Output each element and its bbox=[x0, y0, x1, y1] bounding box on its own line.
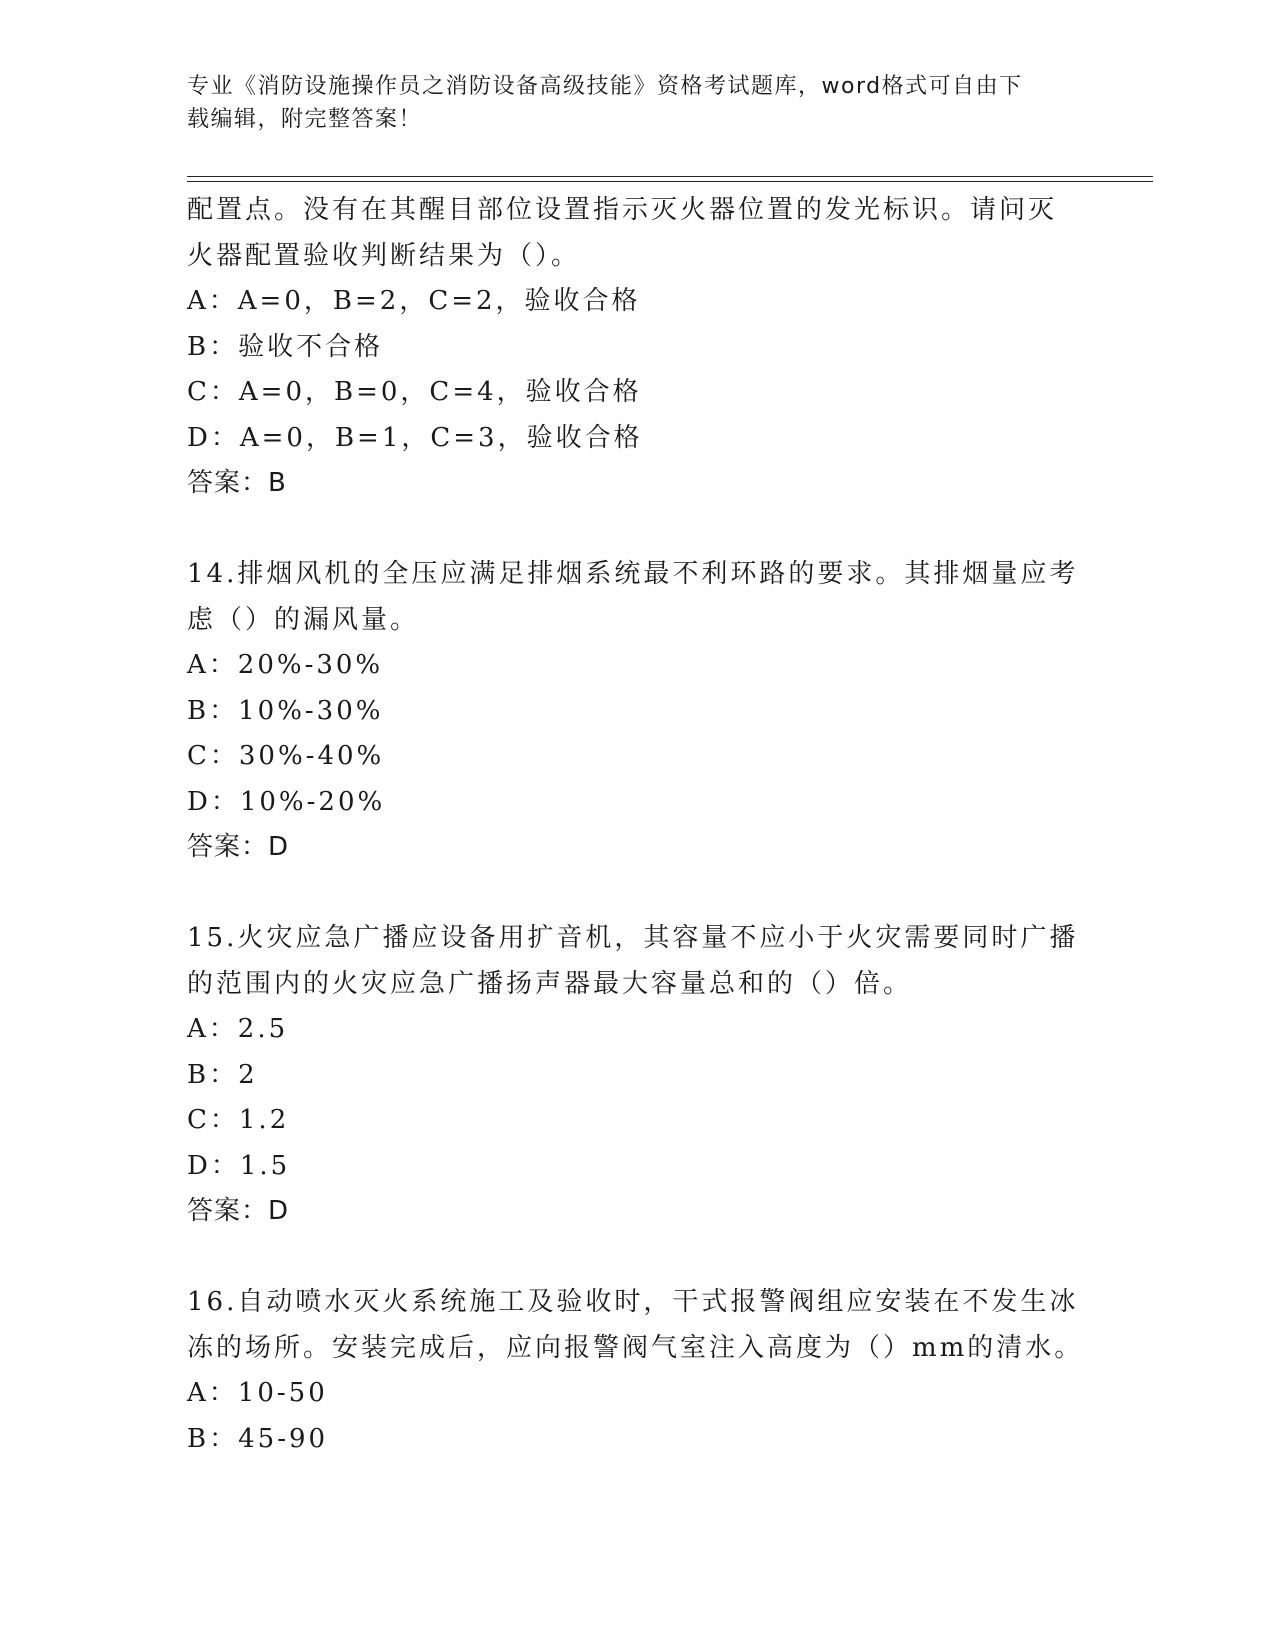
answer-line: 答案：B bbox=[187, 468, 287, 498]
question-block bbox=[187, 552, 1087, 871]
question-list bbox=[187, 188, 1087, 1462]
spacer bbox=[187, 871, 1087, 917]
option-b: B：验收不合格 bbox=[187, 331, 384, 362]
option-d: D：1.5 bbox=[187, 1150, 291, 1181]
header-rule-top bbox=[187, 176, 1153, 177]
question-stem-line: 冻的场所。安装完成后，应向报警阀气室注入高度为（）mm的清水。 bbox=[187, 1332, 1084, 1363]
option-b: B：2 bbox=[187, 1059, 258, 1090]
option-b: B：45-90 bbox=[187, 1423, 329, 1454]
option-a: A：20%-30% bbox=[187, 650, 384, 680]
answer-line: 答案：D bbox=[187, 1196, 290, 1226]
question-block bbox=[187, 1280, 1087, 1462]
question-stem-line: 配置点。没有在其醒目部位设置指示灭火器位置的发光标识。请问灭 bbox=[187, 195, 1058, 225]
question-stem-line: 的范围内的火灾应急广播扬声器最大容量总和的（）倍。 bbox=[187, 968, 913, 999]
option-b: B：10%-30% bbox=[187, 695, 384, 726]
question-block bbox=[187, 916, 1087, 1235]
question-stem-line: 15.火灾应急广播应设备用扩音机，其容量不应小于火灾需要同时广播 bbox=[187, 923, 1079, 953]
spacer bbox=[187, 1235, 1087, 1281]
option-c: C：30%-40% bbox=[187, 741, 385, 771]
spacer bbox=[187, 507, 1087, 553]
question-stem-line: 16.自动喷水灭火系统施工及验收时，干式报警阀组应安装在不发生冰 bbox=[187, 1287, 1079, 1317]
answer-line: 答案：D bbox=[187, 832, 290, 862]
question-stem-line: 火器配置验收判断结果为（）。 bbox=[187, 240, 581, 271]
header-line-1: 专业《消防设施操作员之消防设备高级技能》资格考试题库，word格式可自由下 bbox=[187, 74, 1023, 99]
option-a: A：2.5 bbox=[187, 1014, 289, 1044]
option-d: D：A=0，B=1，C=3，验收合格 bbox=[187, 422, 643, 453]
document-header bbox=[187, 70, 1067, 136]
question-block bbox=[187, 188, 1087, 507]
question-stem-line: 14.排烟风机的全压应满足排烟系统最不利环路的要求。其排烟量应考 bbox=[187, 559, 1079, 589]
option-c: C：1.2 bbox=[187, 1105, 290, 1135]
header-line-2: 载编辑，附完整答案！ bbox=[187, 107, 423, 132]
option-c: C：A=0，B=0，C=4，验收合格 bbox=[187, 377, 642, 407]
option-d: D：10%-20% bbox=[187, 786, 386, 817]
option-a: A：10-50 bbox=[187, 1378, 328, 1408]
question-stem-line: 虑（）的漏风量。 bbox=[187, 604, 420, 635]
option-a: A：A=0，B=2，C=2，验收合格 bbox=[187, 286, 641, 316]
header-rule-bottom bbox=[187, 181, 1153, 182]
